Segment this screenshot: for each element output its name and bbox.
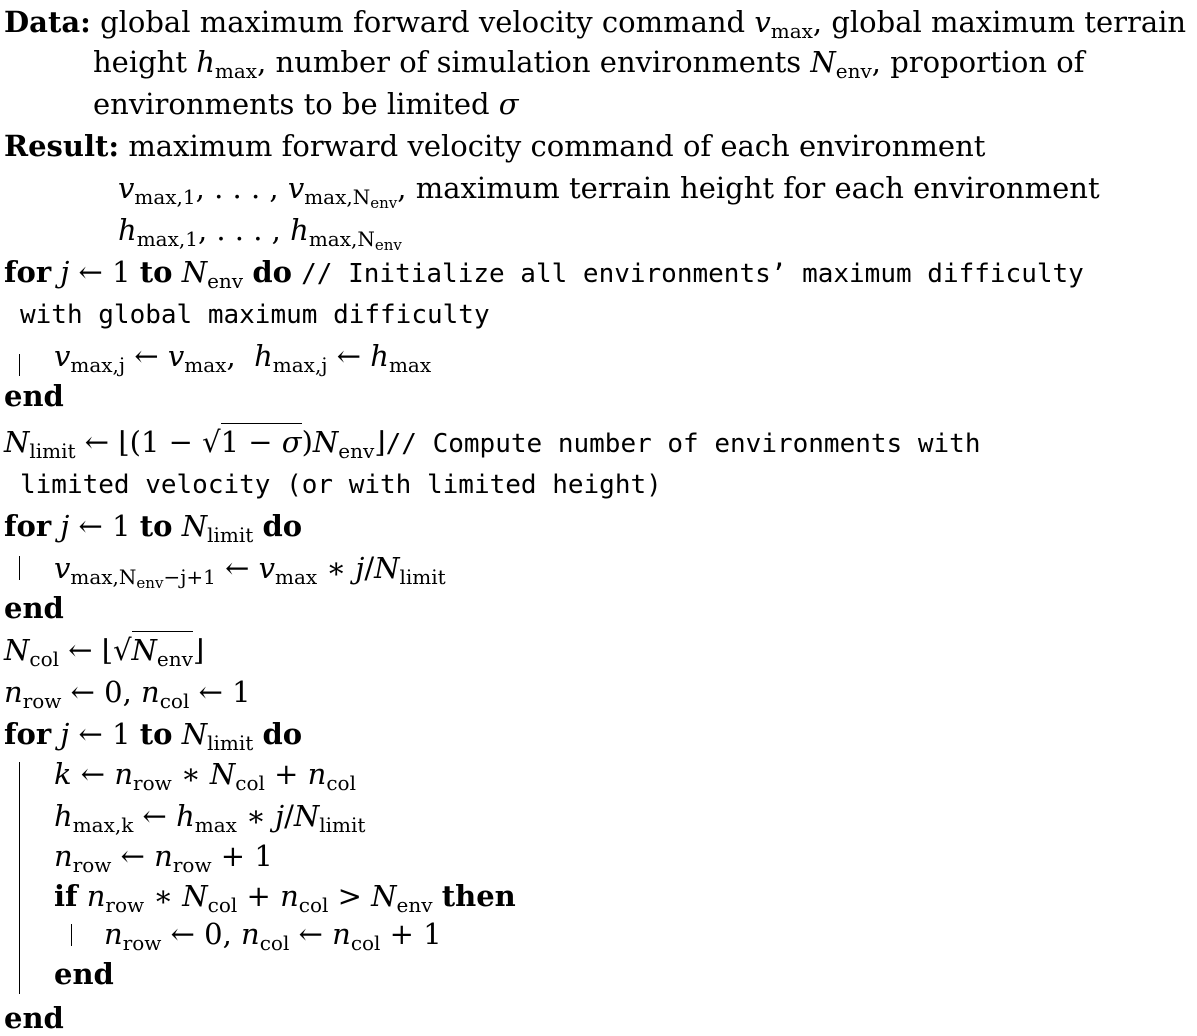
data-text-1b: global maximum terrain bbox=[831, 5, 1187, 39]
end-3: end bbox=[4, 1001, 64, 1035]
end-if: end bbox=[54, 957, 114, 991]
result-text-2: maximum terrain height for each environment bbox=[415, 171, 1100, 205]
loop3-k: k ← $n_{row}$ ∗ $N_{col} + n_{col}$ bbox=[54, 757, 356, 795]
if-line: if $n_{row}$ ∗ $N_{col} + n_{col} > N_{env}$ then bbox=[54, 879, 516, 917]
if-bar bbox=[71, 924, 72, 946]
comment-init-1: // Initialize all environments’ maximum difficulty bbox=[301, 259, 1084, 289]
loop-bar-1 bbox=[19, 354, 20, 376]
kw-then: then bbox=[441, 879, 516, 913]
comment-limit-2: limited velocity (or with limited height) bbox=[20, 470, 662, 500]
for-line-3: for j ← 1 to $N_{limit}$ do bbox=[4, 717, 303, 755]
end-1: end bbox=[4, 379, 64, 413]
data-line-2: height $h_{max}$, number of simulation environments $N_{env}$, proportion of bbox=[93, 45, 1085, 83]
data-text-2c: proportion of bbox=[890, 45, 1085, 79]
kw-for: for bbox=[4, 255, 52, 289]
data-line-3: environments to be limited σ bbox=[93, 87, 519, 121]
n-col-line: $N_{col}$ ← $⌊√N_{env}⌋$ bbox=[4, 633, 205, 671]
comment-limit-1: // Compute number of environments with bbox=[385, 429, 981, 459]
data-label: Data: bbox=[4, 5, 91, 39]
data-text-2b: number of simulation environments bbox=[275, 45, 802, 79]
loop-bar-2 bbox=[19, 556, 20, 580]
for-line-1: for j ← 1 to $N_{env}$ do // Initialize all environments’ maximum difficulty bbox=[4, 255, 1084, 293]
result-label: Result: bbox=[4, 129, 120, 163]
loop3-nrow-inc: $n_{row}$ ← $n_{row} + 1$ bbox=[54, 839, 273, 877]
loop-body-2: $v_{max,N_{env}-j+1}$ ← $v_{max}$ ∗ $j/N_{limit}$ bbox=[54, 551, 446, 592]
for-line-2: for j ← 1 to $N_{limit}$ do bbox=[4, 509, 303, 547]
data-line-1: Data: global maximum forward velocity command $v_{max}$, global maximum terrain bbox=[4, 5, 1187, 43]
result-line-1 bbox=[4, 129, 986, 163]
n-limit-line: $N_{limit}$ ← ⌊(1 − $√1 - \sigma)N_{env}⌋//$ Compute number of environments with bbox=[4, 425, 981, 463]
end-2: end bbox=[4, 591, 64, 625]
kw-do: do bbox=[252, 255, 292, 289]
kw-if: if bbox=[54, 879, 78, 913]
data-text-2a: height bbox=[93, 45, 188, 79]
data-text-3: environments to be limited bbox=[93, 87, 490, 121]
result-line-2: $v_{max,1}$, . . . , $v_{max,N_{env}}$, maximum terrain height for each environment bbox=[118, 171, 1100, 212]
data-text-1: global maximum forward velocity command bbox=[100, 5, 746, 39]
if-body: $n_{row}$ ← 0, $n_{col}$ ← $n_{col} + 1$ bbox=[104, 917, 442, 955]
loop-body-1: $v_{max,j}$ ← $v_{max}$, $h_{max,j}$ ← $h_{max}$ bbox=[54, 339, 432, 377]
result-line-3: $h_{max,1}$, . . . , $h_{max,N_{env}}$ bbox=[118, 213, 402, 254]
n-row-init-line: $n_{row}$ ← 0, $n_{col}$ ← 1 bbox=[4, 675, 251, 713]
kw-to: to bbox=[139, 255, 173, 289]
comment-init-2: with global maximum difficulty bbox=[20, 300, 490, 330]
result-text-1: maximum forward velocity command of each environment bbox=[128, 129, 986, 163]
loop3-h: $h_{max,k}$ ← $h_{max}$ ∗ $j/N_{limit}$ bbox=[54, 799, 366, 837]
loop-bar-3 bbox=[19, 762, 20, 994]
